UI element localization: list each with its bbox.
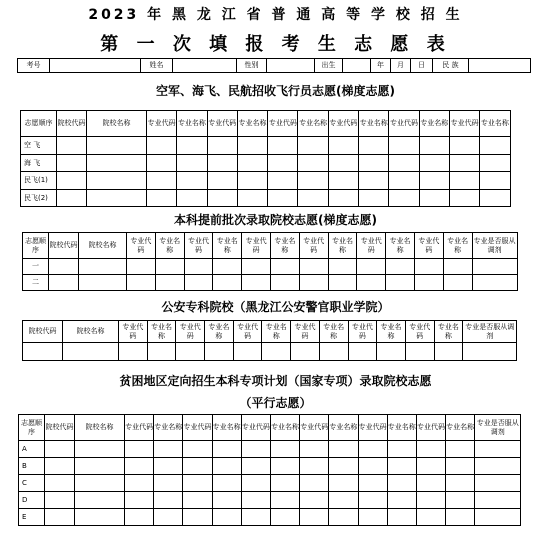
major-code-cell[interactable] [207, 154, 237, 172]
table-row [19, 458, 521, 475]
col-major-name-header: 专业名称 [205, 321, 234, 343]
row-order-label: 民飞(1) [21, 172, 57, 190]
col-major-code-header: 专业代码 [416, 415, 445, 441]
police-college-table [22, 320, 517, 361]
col-major-code-header: 专业代码 [328, 111, 358, 137]
college-code-cell[interactable] [57, 137, 87, 155]
col-college-code-header: 院校代码 [45, 415, 75, 441]
major-name-cell[interactable] [177, 137, 207, 155]
col-major-name-header: 专业名称 [212, 415, 241, 441]
col-major-name-header: 专业名称 [262, 321, 291, 343]
college-code-cell[interactable] [23, 343, 63, 361]
applicant-info-row [17, 58, 531, 73]
section2-title: 本科提前批次录取院校志愿(梯度志愿) [174, 213, 377, 227]
birth-label: 出生 [315, 59, 343, 73]
major-name-cell[interactable] [237, 189, 267, 207]
major-name-cell[interactable] [329, 458, 358, 475]
col-major-name-header: 专业名称 [213, 233, 242, 259]
major-name-cell[interactable] [419, 172, 449, 190]
major-code-cell[interactable] [358, 509, 387, 526]
exam-no-field[interactable] [50, 59, 141, 73]
major-name-cell[interactable] [329, 441, 358, 458]
major-code-cell[interactable] [147, 189, 177, 207]
major-name-cell[interactable] [177, 154, 207, 172]
obey-adjustment-cell[interactable] [463, 343, 517, 361]
col-college-code-header: 院校代码 [23, 321, 63, 343]
major-code-cell[interactable] [414, 275, 443, 291]
major-name-cell[interactable] [329, 492, 358, 509]
col-major-code-header: 专业代码 [147, 111, 177, 137]
major-name-cell[interactable] [205, 343, 234, 361]
major-name-cell[interactable] [262, 343, 291, 361]
major-name-cell[interactable] [147, 343, 176, 361]
early-batch-table [22, 232, 518, 291]
major-code-cell[interactable] [414, 259, 443, 275]
major-name-cell[interactable] [270, 259, 299, 275]
major-code-cell[interactable] [416, 441, 445, 458]
major-code-cell[interactable] [389, 172, 419, 190]
col-major-name-header: 专业名称 [359, 111, 389, 137]
col-major-code-header: 专业代码 [176, 321, 205, 343]
header-row [23, 321, 517, 343]
major-code-cell[interactable] [416, 458, 445, 475]
col-major-code-header: 专业代码 [357, 233, 386, 259]
major-name-cell[interactable] [270, 509, 299, 526]
major-code-cell[interactable] [241, 458, 270, 475]
college-name-cell[interactable] [75, 475, 125, 492]
table-row [19, 492, 521, 509]
row-order-label: 一 [23, 259, 49, 275]
major-code-cell[interactable] [241, 441, 270, 458]
major-name-cell[interactable] [213, 275, 242, 291]
major-code-cell[interactable] [358, 441, 387, 458]
major-code-cell[interactable] [242, 275, 271, 291]
col-major-code-header: 专业代码 [268, 111, 298, 137]
table-row [23, 275, 518, 291]
college-code-cell[interactable] [49, 275, 79, 291]
major-code-cell[interactable] [405, 343, 434, 361]
col-order-header: 志愿顺序 [23, 233, 49, 259]
major-code-cell[interactable] [357, 259, 386, 275]
major-code-cell[interactable] [357, 275, 386, 291]
major-code-cell[interactable] [300, 492, 329, 509]
major-code-cell[interactable] [176, 343, 205, 361]
obey-adjustment-cell[interactable] [475, 441, 521, 458]
major-name-cell[interactable] [328, 259, 357, 275]
name-label: 姓名 [141, 59, 173, 73]
col-major-name-header: 专业名称 [446, 415, 475, 441]
col-major-name-header: 专业名称 [329, 415, 358, 441]
college-name-cell[interactable] [87, 172, 147, 190]
table-row [21, 172, 511, 190]
major-code-cell[interactable] [449, 172, 479, 190]
pilot-admission-table [20, 110, 511, 207]
major-code-cell[interactable] [147, 154, 177, 172]
major-code-cell[interactable] [147, 172, 177, 190]
col-major-code-header: 专业代码 [127, 233, 156, 259]
major-code-cell[interactable] [358, 458, 387, 475]
major-name-cell[interactable] [446, 458, 475, 475]
major-name-cell[interactable] [154, 509, 183, 526]
major-code-cell[interactable] [241, 509, 270, 526]
col-major-code-header: 专业代码 [184, 233, 213, 259]
row-order-label: A [19, 441, 45, 458]
major-code-cell[interactable] [207, 189, 237, 207]
major-code-cell[interactable] [328, 154, 358, 172]
major-code-cell[interactable] [125, 458, 154, 475]
table-row [19, 509, 521, 526]
major-code-cell[interactable] [125, 441, 154, 458]
row-order-label: C [19, 475, 45, 492]
major-name-cell[interactable] [359, 189, 389, 207]
major-name-cell[interactable] [270, 458, 299, 475]
college-code-cell[interactable] [45, 441, 75, 458]
major-name-cell[interactable] [387, 509, 416, 526]
major-code-cell[interactable] [183, 475, 212, 492]
major-code-cell[interactable] [416, 492, 445, 509]
col-major-code-header: 专业代码 [183, 415, 212, 441]
major-code-cell[interactable] [389, 137, 419, 155]
major-code-cell[interactable] [268, 137, 298, 155]
major-code-cell[interactable] [183, 492, 212, 509]
row-order-label: 二 [23, 275, 49, 291]
col-major-code-header: 专业代码 [291, 321, 320, 343]
major-name-cell[interactable] [213, 259, 242, 275]
row-order-label: D [19, 492, 45, 509]
major-code-cell[interactable] [125, 475, 154, 492]
obey-adjustment-cell[interactable] [475, 458, 521, 475]
major-name-cell[interactable] [446, 475, 475, 492]
major-code-cell[interactable] [328, 137, 358, 155]
major-name-cell[interactable] [298, 189, 328, 207]
col-major-name-header: 专业名称 [154, 415, 183, 441]
major-code-cell[interactable] [416, 475, 445, 492]
col-major-code-header: 专业代码 [242, 233, 271, 259]
col-major-code-header: 专业代码 [207, 111, 237, 137]
header-row [23, 233, 518, 259]
major-name-cell[interactable] [328, 275, 357, 291]
major-code-cell[interactable] [184, 275, 213, 291]
major-code-cell[interactable] [300, 475, 329, 492]
college-name-cell[interactable] [75, 441, 125, 458]
col-major-name-header: 专业名称 [386, 233, 415, 259]
month-label: 月 [391, 59, 411, 73]
major-code-cell[interactable] [389, 154, 419, 172]
major-name-cell[interactable] [386, 275, 415, 291]
major-code-cell[interactable] [147, 137, 177, 155]
row-order-label: B [19, 458, 45, 475]
college-code-cell[interactable] [57, 189, 87, 207]
college-code-cell[interactable] [45, 492, 75, 509]
col-major-name-header: 专业名称 [298, 111, 328, 137]
col-major-code-header: 专业代码 [449, 111, 479, 137]
ethnicity-field[interactable] [469, 59, 531, 73]
header-row [21, 111, 511, 137]
major-code-cell[interactable] [358, 492, 387, 509]
gender-field[interactable] [267, 59, 315, 73]
major-code-cell[interactable] [449, 154, 479, 172]
major-name-cell[interactable] [270, 441, 299, 458]
col-major-code-header: 专业代码 [414, 233, 443, 259]
major-code-cell[interactable] [268, 172, 298, 190]
major-code-cell[interactable] [299, 259, 328, 275]
major-code-cell[interactable] [183, 441, 212, 458]
major-name-cell[interactable] [359, 154, 389, 172]
major-code-cell[interactable] [449, 189, 479, 207]
section4-title: 贫困地区定向招生本科专项计划（国家专项）录取院校志愿 [119, 374, 432, 388]
major-code-cell[interactable] [268, 189, 298, 207]
major-name-cell[interactable] [386, 259, 415, 275]
col-major-code-header: 专业代码 [348, 321, 377, 343]
col-college-name-header: 院校名称 [79, 233, 127, 259]
col-obey-header: 专业是否服从调剂 [463, 321, 517, 343]
college-name-cell[interactable] [79, 259, 127, 275]
col-major-code-header: 专业代码 [405, 321, 434, 343]
major-code-cell[interactable] [127, 275, 156, 291]
major-name-cell[interactable] [212, 458, 241, 475]
col-major-name-header: 专业名称 [419, 111, 449, 137]
major-name-cell[interactable] [177, 172, 207, 190]
major-code-cell[interactable] [127, 259, 156, 275]
major-name-cell[interactable] [480, 172, 510, 190]
row-order-label: 空 飞 [21, 137, 57, 155]
major-name-cell[interactable] [443, 275, 472, 291]
major-code-cell[interactable] [300, 441, 329, 458]
row-order-label: 民飞(2) [21, 189, 57, 207]
col-obey-header: 专业是否服从调剂 [475, 415, 521, 441]
college-code-cell[interactable] [57, 172, 87, 190]
major-name-cell[interactable] [359, 172, 389, 190]
section4-subtitle: （平行志愿） [239, 396, 312, 410]
row-order-label: 海 飞 [21, 154, 57, 172]
college-name-cell[interactable] [79, 275, 127, 291]
major-code-cell[interactable] [183, 509, 212, 526]
row-order-label: E [19, 509, 45, 526]
major-code-cell[interactable] [207, 172, 237, 190]
major-code-cell[interactable] [125, 509, 154, 526]
ethnicity-label: 民 族 [433, 59, 469, 73]
college-code-cell[interactable] [45, 475, 75, 492]
major-name-cell[interactable] [237, 137, 267, 155]
major-name-cell[interactable] [270, 275, 299, 291]
col-major-code-header: 专业代码 [125, 415, 154, 441]
table-row [23, 343, 517, 361]
major-code-cell[interactable] [119, 343, 148, 361]
major-name-cell[interactable] [446, 492, 475, 509]
section3-title: 公安专科院校（黑龙江公安警官职业学院） [161, 300, 390, 314]
col-major-code-header: 专业代码 [233, 321, 262, 343]
major-name-cell[interactable] [298, 137, 328, 155]
col-major-name-header: 专业名称 [177, 111, 207, 137]
major-name-cell[interactable] [154, 458, 183, 475]
college-code-cell[interactable] [49, 259, 79, 275]
table-row [21, 137, 511, 155]
major-code-cell[interactable] [389, 189, 419, 207]
major-code-cell[interactable] [300, 458, 329, 475]
year-label: 年 [371, 59, 391, 73]
major-code-cell[interactable] [241, 475, 270, 492]
major-name-cell[interactable] [359, 137, 389, 155]
col-major-name-header: 专业名称 [328, 233, 357, 259]
college-name-cell[interactable] [75, 492, 125, 509]
col-order-header: 志愿顺序 [21, 111, 57, 137]
col-major-name-header: 专业名称 [480, 111, 510, 137]
major-code-cell[interactable] [416, 509, 445, 526]
col-major-name-header: 专业名称 [434, 321, 463, 343]
college-name-cell[interactable] [87, 154, 147, 172]
form-subtitle: 第 一 次 填 报 考 生 志 愿 表 [100, 34, 451, 55]
poverty-area-special-plan-table [18, 414, 521, 526]
col-major-name-header: 专业名称 [237, 111, 267, 137]
major-name-cell[interactable] [446, 441, 475, 458]
obey-adjustment-cell[interactable] [475, 492, 521, 509]
major-name-cell[interactable] [177, 189, 207, 207]
col-college-name-header: 院校名称 [75, 415, 125, 441]
major-code-cell[interactable] [291, 343, 320, 361]
col-major-name-header: 专业名称 [270, 233, 299, 259]
major-name-cell[interactable] [270, 492, 299, 509]
major-code-cell[interactable] [233, 343, 262, 361]
col-major-name-header: 专业名称 [387, 415, 416, 441]
col-major-code-header: 专业代码 [241, 415, 270, 441]
major-name-cell[interactable] [154, 441, 183, 458]
major-name-cell[interactable] [298, 154, 328, 172]
college-name-cell[interactable] [75, 509, 125, 526]
major-name-cell[interactable] [155, 275, 184, 291]
major-name-cell[interactable] [329, 475, 358, 492]
major-code-cell[interactable] [184, 259, 213, 275]
major-name-cell[interactable] [419, 189, 449, 207]
college-name-cell[interactable] [75, 458, 125, 475]
table-row [21, 154, 511, 172]
major-name-cell[interactable] [480, 154, 510, 172]
major-name-cell[interactable] [319, 343, 348, 361]
col-college-code-header: 院校代码 [57, 111, 87, 137]
college-name-cell[interactable] [63, 343, 119, 361]
major-name-cell[interactable] [419, 137, 449, 155]
major-name-cell[interactable] [419, 154, 449, 172]
major-name-cell[interactable] [480, 189, 510, 207]
major-name-cell[interactable] [387, 458, 416, 475]
col-major-code-header: 专业代码 [358, 415, 387, 441]
major-code-cell[interactable] [348, 343, 377, 361]
major-name-cell[interactable] [298, 172, 328, 190]
obey-adjustment-cell[interactable] [472, 275, 517, 291]
major-name-cell[interactable] [212, 441, 241, 458]
major-name-cell[interactable] [443, 259, 472, 275]
major-name-cell[interactable] [212, 492, 241, 509]
major-code-cell[interactable] [125, 492, 154, 509]
college-name-cell[interactable] [87, 189, 147, 207]
table-row [19, 475, 521, 492]
col-college-name-header: 院校名称 [87, 111, 147, 137]
major-name-cell[interactable] [212, 475, 241, 492]
col-major-name-header: 专业名称 [319, 321, 348, 343]
header-row [19, 415, 521, 441]
exam-no-label: 考号 [18, 59, 50, 73]
major-code-cell[interactable] [300, 509, 329, 526]
major-code-cell[interactable] [358, 475, 387, 492]
col-major-code-header: 专业代码 [389, 111, 419, 137]
major-name-cell[interactable] [434, 343, 463, 361]
major-name-cell[interactable] [154, 492, 183, 509]
major-name-cell[interactable] [237, 154, 267, 172]
obey-adjustment-cell[interactable] [475, 475, 521, 492]
section1-title: 空军、海飞、民航招收飞行员志愿(梯度志愿) [156, 84, 395, 98]
col-major-code-header: 专业代码 [119, 321, 148, 343]
table-row [21, 189, 511, 207]
major-code-cell[interactable] [183, 458, 212, 475]
form-main-title: 2023 年 黑 龙 江 省 普 通 高 等 学 校 招 生 [88, 7, 463, 23]
col-college-code-header: 院校代码 [49, 233, 79, 259]
college-code-cell[interactable] [45, 509, 75, 526]
col-order-header: 志愿顺序 [19, 415, 45, 441]
major-code-cell[interactable] [449, 137, 479, 155]
major-name-cell[interactable] [237, 172, 267, 190]
col-major-code-header: 专业代码 [299, 233, 328, 259]
name-field[interactable] [173, 59, 237, 73]
major-name-cell[interactable] [154, 475, 183, 492]
major-name-cell[interactable] [480, 137, 510, 155]
col-major-name-header: 专业名称 [377, 321, 406, 343]
major-name-cell[interactable] [387, 441, 416, 458]
birth-year-field[interactable] [343, 59, 371, 73]
major-name-cell[interactable] [212, 509, 241, 526]
col-obey-header: 专业是否服从调剂 [472, 233, 517, 259]
table-row [19, 441, 521, 458]
major-code-cell[interactable] [328, 172, 358, 190]
major-name-cell[interactable] [377, 343, 406, 361]
col-major-name-header: 专业名称 [443, 233, 472, 259]
major-name-cell[interactable] [270, 475, 299, 492]
major-code-cell[interactable] [328, 189, 358, 207]
col-major-name-header: 专业名称 [147, 321, 176, 343]
major-name-cell[interactable] [155, 259, 184, 275]
major-name-cell[interactable] [387, 475, 416, 492]
college-name-cell[interactable] [87, 137, 147, 155]
day-label: 日 [411, 59, 433, 73]
gender-label: 性别 [237, 59, 267, 73]
major-code-cell[interactable] [299, 275, 328, 291]
col-major-name-header: 专业名称 [270, 415, 299, 441]
college-code-cell[interactable] [45, 458, 75, 475]
major-name-cell[interactable] [446, 509, 475, 526]
major-code-cell[interactable] [242, 259, 271, 275]
table-row [23, 259, 518, 275]
major-code-cell[interactable] [207, 137, 237, 155]
col-college-name-header: 院校名称 [63, 321, 119, 343]
col-major-code-header: 专业代码 [300, 415, 329, 441]
major-code-cell[interactable] [241, 492, 270, 509]
obey-adjustment-cell[interactable] [475, 509, 521, 526]
major-name-cell[interactable] [329, 509, 358, 526]
col-major-name-header: 专业名称 [155, 233, 184, 259]
college-code-cell[interactable] [57, 154, 87, 172]
obey-adjustment-cell[interactable] [472, 259, 517, 275]
major-name-cell[interactable] [387, 492, 416, 509]
major-code-cell[interactable] [268, 154, 298, 172]
